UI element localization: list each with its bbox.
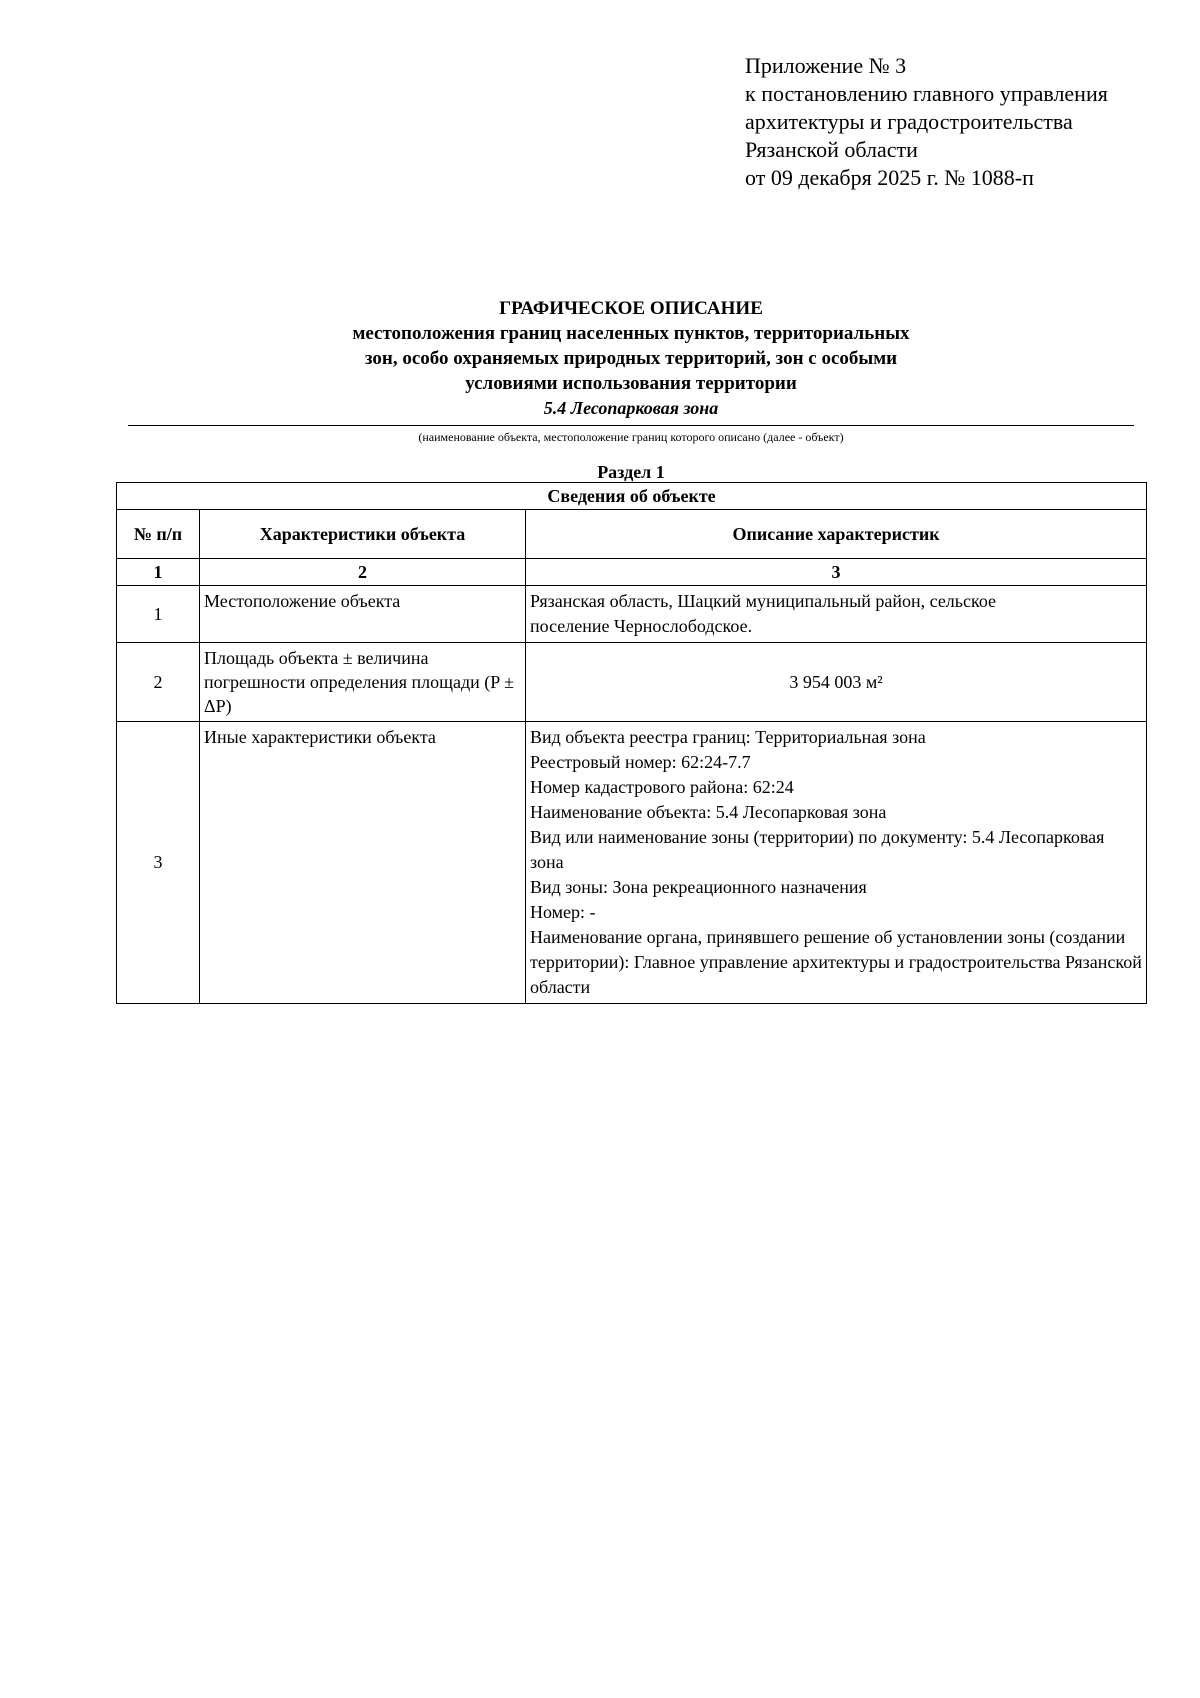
row-characteristic: Площадь объекта ± величина погрешности определения площади (P ± ΔP) [200, 643, 526, 722]
appendix-line: Приложение № 3 [745, 53, 907, 78]
row-characteristic: Иные характеристики объекта [200, 722, 526, 1004]
table-row [117, 643, 1147, 722]
appendix-block [745, 52, 1108, 192]
table-row [117, 586, 1147, 643]
description-line: Вид или наименование зоны (территории) по документу: 5.4 Лесопарковая зона [530, 827, 1105, 872]
header-characteristic: Характеристики объекта [200, 510, 526, 559]
appendix-date-line: от 09 декабря 2025 г. № 1088-п [745, 165, 1034, 190]
row-number: 2 [117, 643, 200, 722]
appendix-line: к постановлению главного управления [745, 81, 1108, 106]
appendix-line: Рязанской области [745, 137, 918, 162]
column-number: 3 [526, 559, 1147, 586]
document-title-block [128, 296, 1134, 420]
object-info-table [116, 482, 1147, 1004]
appendix-line: архитектуры и градостроительства [745, 109, 1073, 134]
row-description [526, 722, 1147, 1004]
title-line: зон, особо охраняемых природных территорий, зон с особыми [364, 348, 898, 369]
header-number: № п/п [117, 510, 200, 559]
column-number: 2 [200, 559, 526, 586]
row-description [526, 586, 1147, 643]
section-title: Раздел 1 [597, 462, 665, 482]
description-line: Наименование объекта: 5.4 Лесопарковая зона [530, 802, 887, 822]
row-number: 3 [117, 722, 200, 1004]
underline-rule [128, 425, 1134, 426]
description-line: Рязанская область, Шацкий муниципальный район, сельское [530, 591, 997, 611]
title-line: местоположения границ населенных пунктов, территориальных [352, 323, 910, 344]
column-number: 1 [117, 559, 200, 586]
description-line: Вид зоны: Зона рекреационного назначения [530, 877, 867, 897]
table-row [117, 722, 1147, 1004]
description-line: Наименование органа, принявшего решение об установлении зоны (создании территории): Главное управление архитектуры и градостроительства Рязанской области [530, 927, 1142, 997]
description-line: Реестровый номер: 62:24-7.7 [530, 752, 751, 772]
document-title: ГРАФИЧЕСКОЕ ОПИСАНИЕ [499, 298, 763, 319]
header-description: Описание характеристик [526, 510, 1147, 559]
row-number: 1 [117, 586, 200, 643]
description-line: Вид объекта реестра границ: Территориальная зона [530, 727, 926, 747]
title-line: условиями использования территории [465, 373, 797, 394]
description-line: поселение Чернослободское. [530, 616, 753, 636]
table-title: Сведения об объекте [117, 483, 1147, 510]
object-name: 5.4 Лесопарковая зона [543, 398, 719, 418]
row-characteristic: Местоположение объекта [200, 586, 526, 643]
description-line: Номер: - [530, 902, 596, 922]
object-caption: (наименование объекта, местоположение границ которого описано (далее - объект) [418, 430, 844, 444]
area-value: 3 954 003 м² [526, 643, 1147, 722]
description-line: Номер кадастрового района: 62:24 [530, 777, 794, 797]
